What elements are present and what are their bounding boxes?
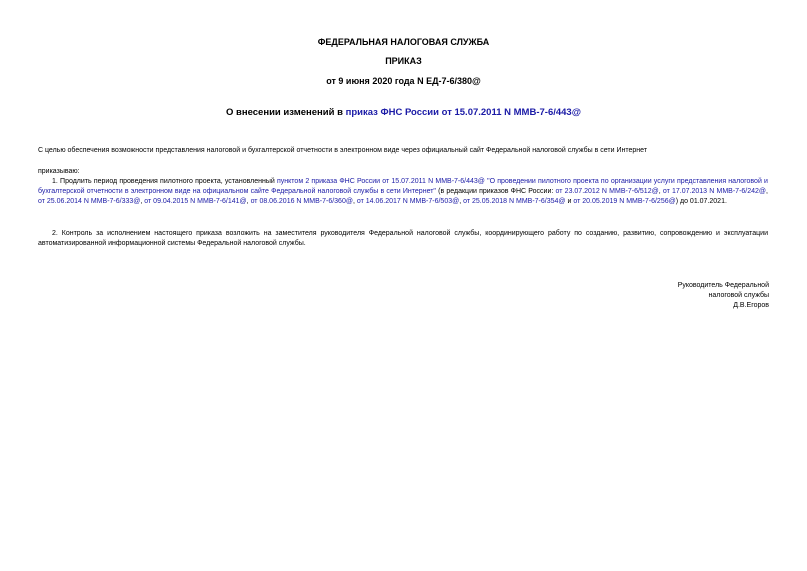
intro-paragraph: С целью обеспечения возможности представления налоговой и бухгалтерской отчетности в электронном виде через официальный сайт Федеральной налоговой службы в сети Интернет — [38, 147, 648, 154]
link-order-2016[interactable]: от 08.06.2016 N ММВ-7-6/360@ — [250, 198, 353, 205]
org-title: ФЕДЕРАЛЬНАЯ НАЛОГОВАЯ СЛУЖБА — [317, 37, 490, 47]
signature-position-line2: налоговой службы — [708, 292, 769, 299]
doc-date-number: от 9 июня 2020 года N ЕД-7-6/380@ — [326, 76, 481, 86]
subject-prefix: О внесении изменений в — [226, 107, 346, 118]
link-order-2013[interactable]: от 17.07.2013 N ММВ-7-6/242@ — [662, 188, 767, 195]
link-order-2012[interactable]: от 23.07.2012 N ММВ-7-6/512@ — [555, 188, 659, 195]
doc-type: ПРИКАЗ — [385, 56, 422, 66]
link-item-2-order[interactable]: пунктом 2 приказа ФНС России от 15.07.2011 N ММВ-7-6/443@ "О проведении пилотного проекта по организации услуги представления налоговой и бухгалтерской отчетности в электронном виде на официальном сайте Федеральной налоговой службы в сети Интернет" — [38, 178, 768, 195]
orders-label: приказываю: — [38, 168, 80, 175]
item-1-mid: (в редакции приказов ФНС России: — [435, 188, 556, 195]
signature-name: Д.В.Егоров — [733, 302, 769, 309]
subject-link[interactable]: приказ ФНС России от 15.07.2011 N ММВ-7-6/443@ — [345, 107, 581, 118]
doc-subject — [0, 107, 807, 118]
link-order-2019[interactable]: от 20.05.2019 N ММВ-7-6/256@ — [573, 198, 676, 205]
item-1-post: до 01.07.2021. — [678, 198, 727, 205]
item-1-pre: 1. Продлить период проведения пилотного проекта, установленный — [52, 178, 277, 185]
item-2-paragraph: 2. Контроль за исполнением настоящего приказа возложить на заместителя руководителя Федеральной налоговой службы, координирующего работу по созданию, развитию, сопровождению и эксплуатации автоматизированной информационной системы Федеральной налоговой службы. — [38, 230, 768, 247]
signature-position-line1: Руководитель Федеральной — [677, 282, 769, 289]
item-1-paragraph: 1. Продлить период проведения пилотного проекта, установленный пунктом 2 приказа ФНС России от 15.07.2011 N ММВ-7-6/443@ "О проведении пилотного проекта по организации услуги представления налоговой и бухгалтерской отчетности в электронном виде на официальном сайте Федеральной налоговой службы в сети Интернет" (в редакции приказов ФНС России: от 23.07.2012 N ММВ-7-6/512@, от 17.07.2013 N ММВ-7-6/242@, от 25.06.2014 N ММВ-7-6/333@, от 09.04.2015 N ММВ-7-6/141@, от 08.06.2016 N ММВ-7-6/360@, от 14.06.2017 N ММВ-7-6/503@, от 25.05.2018 N ММВ-7-6/354@ и от 20.05.2019 N ММВ-7-6/256@) до 01.07.2021. — [38, 178, 768, 205]
signature-block — [678, 281, 769, 311]
link-order-2018[interactable]: от 25.05.2018 N ММВ-7-6/354@ — [463, 198, 566, 205]
link-order-2017[interactable]: от 14.06.2017 N ММВ-7-6/503@ — [356, 198, 460, 205]
link-order-2014[interactable]: от 25.06.2014 N ММВ-7-6/333@ — [38, 198, 141, 205]
link-order-2015[interactable]: от 09.04.2015 N ММВ-7-6/141@ — [144, 198, 247, 205]
